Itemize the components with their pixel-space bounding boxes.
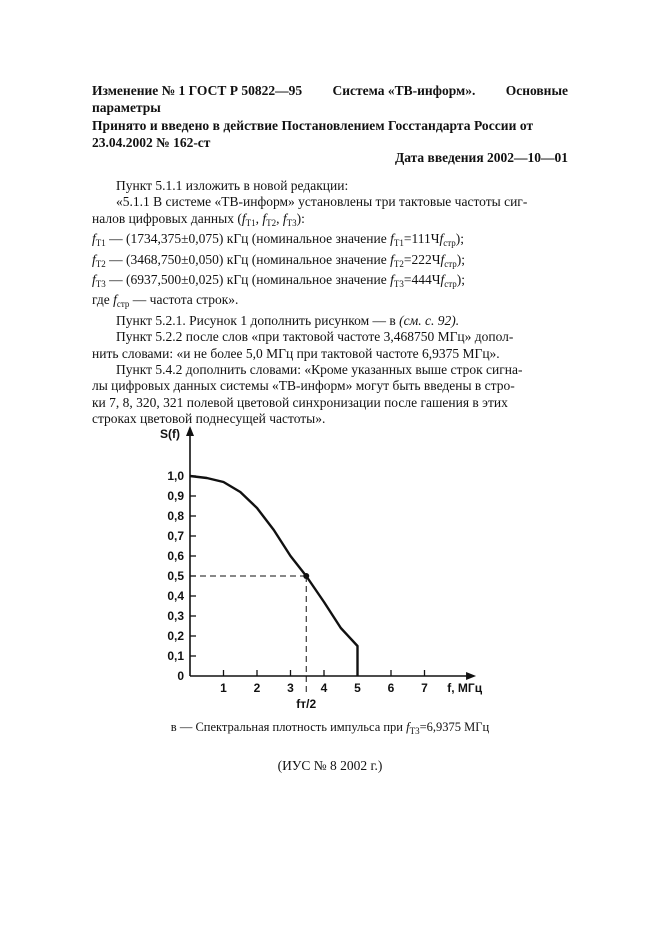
frequency-line-3 xyxy=(92,272,568,292)
text: , xyxy=(255,210,263,226)
paragraph-line: Пункт 5.1.1 изложить в новой редакции: xyxy=(116,178,349,193)
paragraph-line: лы цифровых данных системы «ТВ-информ» могут быть введены в стро- xyxy=(92,378,515,394)
y-tick-label: 0,1 xyxy=(167,649,184,663)
symbol: f xyxy=(241,210,246,226)
paragraph-line: нить словами: «и не более 5,0 МГц при тактовой частоте 6,9375 МГц». xyxy=(92,345,500,361)
symbol: f xyxy=(406,720,410,734)
subscript: T2 xyxy=(266,217,277,228)
adoption-line-1: Принято и введено в действие Постановлением Госстандарта России от xyxy=(92,118,534,133)
title-part-1: Изменение № 1 ГОСТ Р 50822—95 xyxy=(92,83,303,98)
text: — (1734,375±0,075) кГц (номинальное значение xyxy=(105,231,391,247)
subscript: стр xyxy=(116,299,130,310)
symbol: f xyxy=(282,210,287,226)
subscript: T3 xyxy=(286,217,297,228)
y-tick-label: 0,2 xyxy=(167,629,184,643)
paragraph-line: строках цветовой поднесущей частоты». xyxy=(92,411,326,427)
spectral-density-chart xyxy=(150,420,490,720)
origin-label: 0 xyxy=(177,669,184,683)
text: =111Ч xyxy=(403,231,440,247)
x-tick-label: 2 xyxy=(253,681,261,695)
page-reference: (см. с. 92). xyxy=(399,312,460,328)
y-tick-label: 0,5 xyxy=(167,569,184,583)
y-tick-label: 0,3 xyxy=(167,609,184,623)
x-axis-label: f, МГц xyxy=(447,681,483,695)
paragraph-line xyxy=(92,313,568,329)
y-axis-label: S(f) xyxy=(160,427,180,441)
text: ); xyxy=(456,251,466,267)
symbol: f xyxy=(92,272,96,288)
symbol: f xyxy=(440,272,445,288)
y-tick-label: 1,0 xyxy=(167,469,184,483)
y-tick-label: 0,9 xyxy=(167,489,184,503)
symbol: f xyxy=(262,210,267,226)
title-part-2: Система «ТВ-информ». xyxy=(332,83,476,98)
text: ); xyxy=(455,231,465,247)
subscript: T1 xyxy=(245,217,256,228)
y-tick-label: 0,8 xyxy=(167,509,184,523)
symbol: f xyxy=(113,292,117,308)
y-tick-label: 0,4 xyxy=(167,589,184,603)
paragraph-line: Пункт 5.2.2 после слов «при тактовой частоте 3,468750 МГц» допол- xyxy=(116,329,514,345)
subscript: стр xyxy=(444,279,457,290)
text: , xyxy=(276,210,283,226)
y-tick-label: 0,6 xyxy=(167,549,184,563)
text: Пункт 5.2.1. Рисунок 1 дополнить рисунком — в xyxy=(116,312,400,328)
symbol: f xyxy=(390,272,394,288)
text: налов цифровых данных ( xyxy=(92,210,242,226)
caption-text: в — Спектральная плотность импульса при xyxy=(170,720,407,734)
title-line-2: параметры xyxy=(92,100,161,115)
subscript: T2 xyxy=(95,258,106,269)
figure-caption xyxy=(150,720,510,736)
adoption-line-2: 23.04.2002 № 162-ст xyxy=(92,135,211,150)
subscript: T3 xyxy=(393,279,404,290)
subscript: стр xyxy=(443,238,456,249)
x-tick-label: 5 xyxy=(354,681,361,695)
symbol: f xyxy=(92,231,96,247)
symbol: f xyxy=(439,231,444,247)
text: — (6937,500±0,025) кГц (номинальное значение xyxy=(105,272,391,288)
body-text xyxy=(92,178,568,428)
subscript: T1 xyxy=(393,238,404,249)
x-tick-label: 1 xyxy=(220,681,227,695)
chart-layer xyxy=(160,426,483,711)
effective-date: Дата введения 2002—10—01 xyxy=(394,150,568,165)
paragraph-line xyxy=(92,211,568,231)
x-tick-label: 3 xyxy=(287,681,294,695)
title-part-3: Основные xyxy=(505,83,568,98)
ius-reference: (ИУС № 8 2002 г.) xyxy=(277,758,383,773)
marker-label: fт/2 xyxy=(296,697,317,711)
caption-text: =6,9375 МГц xyxy=(419,720,490,734)
frequency-line-2 xyxy=(92,252,568,272)
text: — частота строк». xyxy=(129,292,239,308)
subscript: стр xyxy=(444,258,457,269)
x-tick-label: 4 xyxy=(320,681,328,695)
subscript: T3 xyxy=(95,279,106,290)
frequency-line-1 xyxy=(92,231,568,251)
adoption-info xyxy=(92,117,568,151)
text: ); xyxy=(456,272,466,288)
text: ): xyxy=(296,210,305,226)
subscript: T1 xyxy=(95,238,106,249)
symbol: f xyxy=(390,251,394,267)
text: =444Ч xyxy=(403,272,441,288)
paragraph-line: Пункт 5.4.2 дополнить словами: «Кроме указанных выше строк сигна- xyxy=(116,362,523,378)
x-tick-label: 7 xyxy=(421,681,428,695)
y-axis-arrow xyxy=(186,426,194,436)
symbol: f xyxy=(390,231,394,247)
text: где xyxy=(92,292,114,308)
paragraph-line xyxy=(92,292,568,312)
text: =222Ч xyxy=(403,251,441,267)
symbol: f xyxy=(92,251,96,267)
subscript: T3 xyxy=(409,726,420,736)
paragraph-line: «5.1.1 В системе «ТВ-информ» установлены три тактовые частоты сиг- xyxy=(116,194,528,210)
subscript: T2 xyxy=(393,258,404,269)
y-tick-label: 0,7 xyxy=(167,529,184,543)
document-title xyxy=(92,82,568,116)
x-axis-arrow xyxy=(466,672,476,680)
paragraph-line: ки 7, 8, 320, 321 полевой цветовой синхронизации после гашения в этих xyxy=(92,394,508,410)
symbol: f xyxy=(440,251,445,267)
reference-point xyxy=(303,573,309,579)
x-tick-label: 6 xyxy=(387,681,395,695)
text: — (3468,750±0,050) кГц (номинальное значение xyxy=(105,251,391,267)
